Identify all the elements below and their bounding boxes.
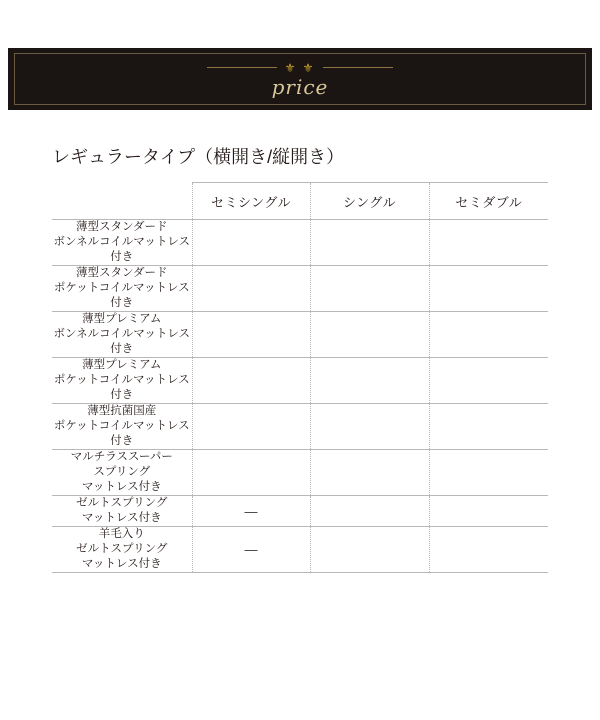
table-body xyxy=(52,220,548,573)
price-cell xyxy=(310,527,429,573)
price-cell xyxy=(429,266,548,312)
price-cell xyxy=(310,450,429,496)
ornament-rule-left xyxy=(207,67,277,68)
row-label: マルチラススーパー スプリング マットレス付き xyxy=(52,450,192,496)
price-cell xyxy=(429,312,548,358)
price-cell xyxy=(310,266,429,312)
column-header-semi-single: セミシングル xyxy=(192,183,310,220)
banner-content xyxy=(15,54,585,104)
row-label: 薄型プレミアム ボンネルコイルマットレス 付き xyxy=(52,312,192,358)
page-title: レギュラータイプ（横開き/縦開き） xyxy=(52,147,345,167)
price-cell xyxy=(192,358,310,404)
row-label: 羊毛入り ゼルトスプリング マットレス付き xyxy=(52,527,192,573)
price-banner xyxy=(8,48,592,110)
ornament-rule-right xyxy=(323,67,393,68)
table-row xyxy=(52,527,548,573)
price-cell xyxy=(429,404,548,450)
table-row xyxy=(52,358,548,404)
banner-inner-border xyxy=(14,53,586,105)
table-row xyxy=(52,404,548,450)
table-row xyxy=(52,312,548,358)
price-cell xyxy=(429,450,548,496)
ornament-divider xyxy=(207,61,394,75)
price-cell xyxy=(192,496,310,527)
price-cell xyxy=(429,496,548,527)
unavailable-dash: — xyxy=(244,503,258,519)
table-header xyxy=(52,183,548,220)
table-header-row xyxy=(52,183,548,220)
column-header-semi-double: セミダブル xyxy=(429,183,548,220)
price-cell xyxy=(192,527,310,573)
column-header-single: シングル xyxy=(310,183,429,220)
banner-title: price xyxy=(271,74,329,99)
price-cell xyxy=(192,220,310,266)
row-label: 薄型抗菌国産 ポケットコイルマットレス 付き xyxy=(52,404,192,450)
price-cell xyxy=(192,450,310,496)
row-label: 薄型スタンダード ボンネルコイルマットレス 付き xyxy=(52,220,192,266)
price-cell xyxy=(429,358,548,404)
price-cell xyxy=(192,312,310,358)
table-row xyxy=(52,220,548,266)
price-cell xyxy=(429,220,548,266)
price-cell xyxy=(310,312,429,358)
table-row xyxy=(52,496,548,527)
price-table-wrap xyxy=(52,182,548,573)
price-cell xyxy=(429,527,548,573)
row-label: 薄型スタンダード ポケットコイルマットレス 付き xyxy=(52,266,192,312)
row-label: 薄型プレミアム ポケットコイルマットレス 付き xyxy=(52,358,192,404)
table-corner-cell xyxy=(52,183,192,220)
price-table xyxy=(52,182,548,573)
price-cell xyxy=(310,496,429,527)
table-row xyxy=(52,450,548,496)
price-cell xyxy=(192,266,310,312)
price-cell xyxy=(310,358,429,404)
flourish-icon: ⚜ ⚜ xyxy=(284,60,316,75)
price-cell xyxy=(310,404,429,450)
unavailable-dash: — xyxy=(244,542,258,557)
price-cell xyxy=(310,220,429,266)
price-cell xyxy=(192,404,310,450)
row-label: ゼルトスプリング マットレス付き xyxy=(52,496,192,527)
table-row xyxy=(52,266,548,312)
